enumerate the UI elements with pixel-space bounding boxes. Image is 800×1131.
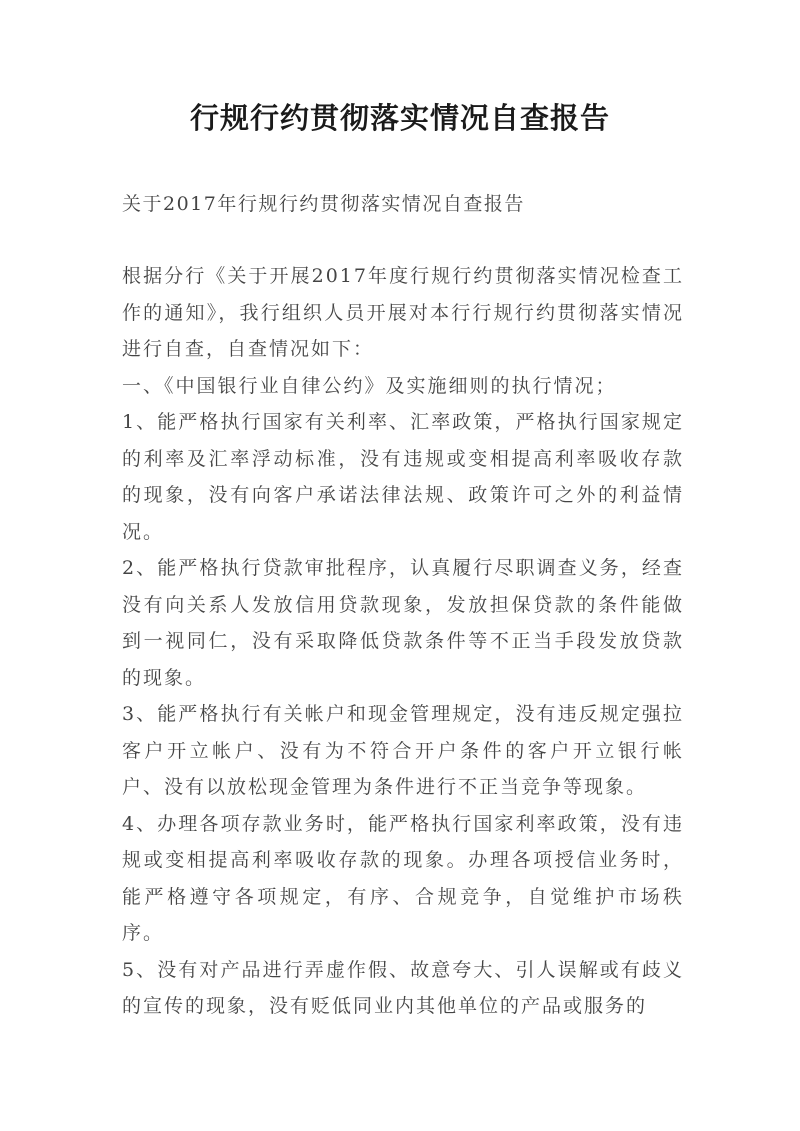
paragraph-section-heading: 一、《中国银行业自律公约》及实施细则的执行情况；	[122, 374, 617, 397]
paragraph-intro: 根据分行《关于开展2017年度行规行约贯彻落实情况检查工作的通知》，我行组织人员开展对本行行规行约贯彻落实情况进行自查，自查情况如下：	[122, 265, 684, 360]
paragraph-item-4: 4、办理各项存款业务时，能严格执行国家利率政策，没有违规或变相提高利率吸收存款的现象。办理各项授信业务时，能严格遵守各项规定，有序、合规竞争，自觉维护市场秩序。	[122, 812, 684, 944]
paragraph-item-3: 3、能严格执行有关帐户和现金管理规定，没有违反规定强拉客户开立帐户、没有为不符合开户条件的客户开立银行帐户、没有以放松现金管理为条件进行不正当竞争等现象。	[122, 703, 684, 798]
paragraph-item-1: 1、能严格执行国家有关利率、汇率政策，严格执行国家规定的利率及汇率浮动标准，没有违规或变相提高利率吸收存款的现象，没有向客户承诺法律法规、政策许可之外的利益情况。	[122, 411, 684, 543]
document-body	[122, 258, 684, 1025]
document-title: 行规行约贯彻落实情况自查报告	[189, 101, 610, 135]
paragraph-item-5: 5、没有对产品进行弄虚作假、故意夸大、引人误解或有歧义的宣传的现象，没有贬低同业内其他单位的产品或服务的	[122, 958, 684, 1017]
document-subtitle: 关于2017年行规行约贯彻落实情况自查报告	[122, 193, 525, 215]
paragraph-item-2: 2、能严格执行贷款审批程序，认真履行尽职调查义务，经查没有向关系人发放信用贷款现象，发放担保贷款的条件能做到一视同仁，没有采取降低贷款条件等不正当手段发放贷款的现象。	[122, 557, 684, 689]
